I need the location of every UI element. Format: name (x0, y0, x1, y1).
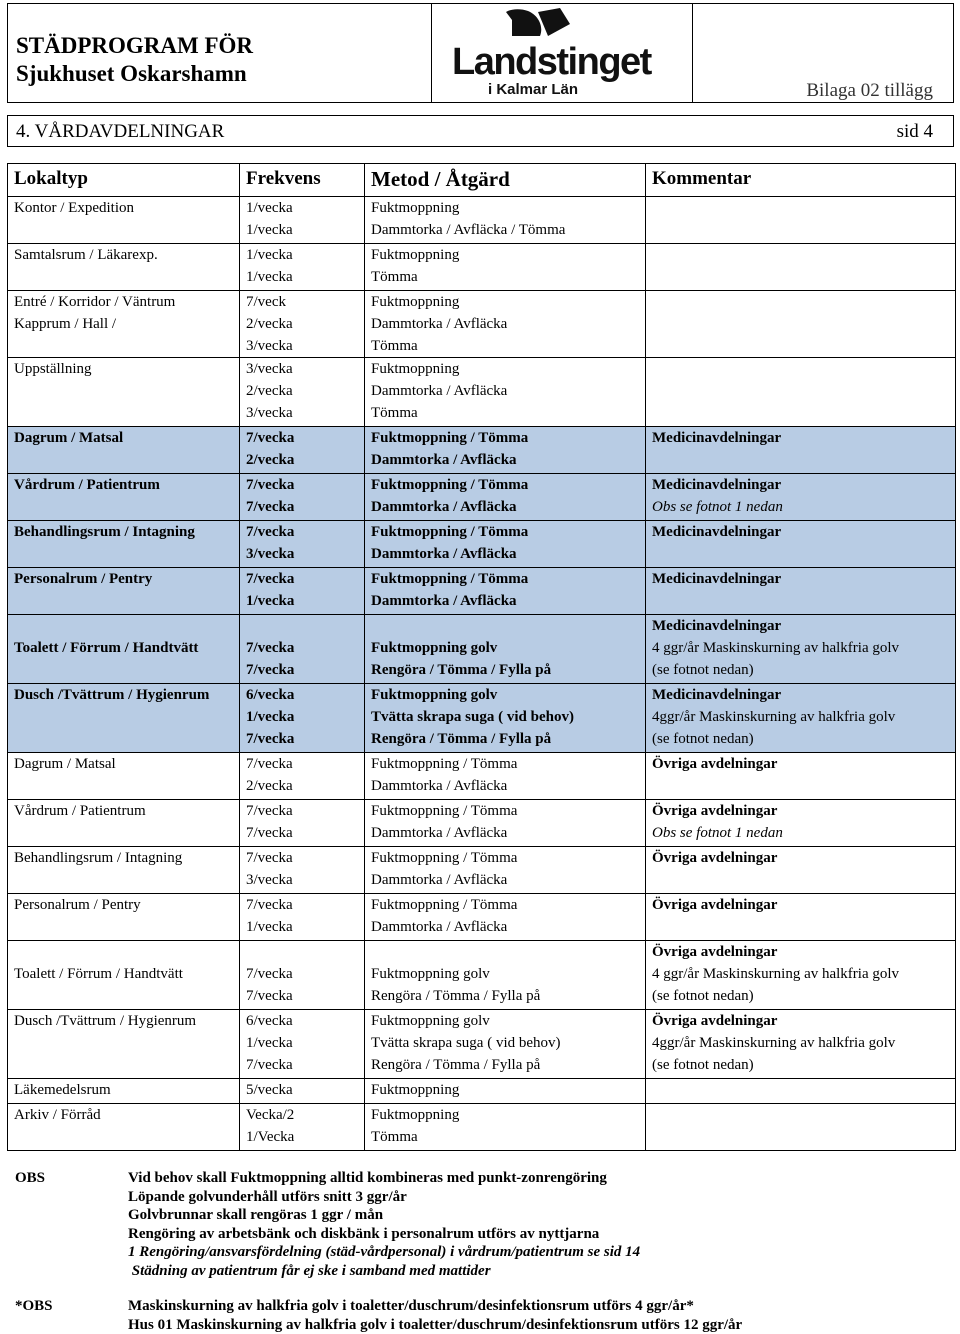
table-row (8, 291, 956, 358)
cell-met (365, 197, 646, 244)
cell-line: 5/vecka (246, 1082, 293, 1098)
cell-line: 2/vecka (246, 452, 295, 468)
obs2-label: *OBS (15, 1298, 53, 1314)
cell-lok (8, 427, 240, 474)
section-title: 4. VÅRDAVDELNINGAR (16, 121, 225, 142)
cell-met (365, 358, 646, 427)
cell-line: 7/vecka (246, 756, 293, 772)
table-row (8, 753, 956, 800)
cell-line: Dagrum / Matsal (14, 756, 116, 772)
cell-line: Fuktmoppning / Tömma (371, 571, 529, 587)
header-frekvens: Frekvens (240, 164, 365, 197)
table-row (8, 894, 956, 941)
cell-line: Kapprum / Hall / (14, 316, 117, 332)
cell-kom (646, 847, 956, 894)
cell-line: Arkiv / Förråd (14, 1107, 101, 1123)
obs2-notes (128, 1297, 742, 1334)
cell-lok (8, 474, 240, 521)
table-row (8, 615, 956, 684)
cell-frek (240, 568, 365, 615)
cell-line: 4 ggr/år Maskinskurning av halkfria golv (652, 640, 900, 656)
cell-kom (646, 800, 956, 847)
obs2-line: Maskinskurning av halkfria golv i toaletter/duschrum/desinfektionsrum utförs 4 ggr/år* (128, 1298, 694, 1314)
cell-kom (646, 568, 956, 615)
cell-line: Dusch /Tvättrum / Hygienrum (14, 1013, 197, 1029)
cell-line: Tvätta skrapa suga ( vid behov) (371, 1035, 561, 1051)
cell-met (365, 568, 646, 615)
cell-line: Dammtorka / Avfläcka (371, 546, 517, 562)
cell-kom (646, 197, 956, 244)
obs-label: OBS (15, 1170, 46, 1186)
obs-line: Golvbrunnar skall rengöras 1 ggr / mån (128, 1207, 384, 1223)
cell-line: Fuktmoppning golv (371, 640, 498, 656)
cell-line: 3/vecka (246, 338, 293, 354)
cell-met (365, 941, 646, 1010)
cell-met (365, 847, 646, 894)
table-row (8, 568, 956, 615)
cell-line: 1/vecka (246, 709, 295, 725)
cell-line: Övriga avdelningar (652, 944, 778, 960)
cell-met (365, 291, 646, 358)
cell-line: Fuktmoppning (371, 294, 460, 310)
cell-line: 6/vecka (246, 1013, 293, 1029)
cell-line: Toalett / Förrum / Handtvätt (14, 966, 183, 982)
cell-line: Fuktmoppning / Tömma (371, 430, 529, 446)
obs-line: Rengöring av arbetsbänk och diskbänk i personalrum utförs av nyttjarna (128, 1225, 600, 1242)
cell-line: 3/vecka (246, 361, 293, 377)
cell-line: Entré / Korridor / Väntrum (14, 294, 176, 310)
logo-cell (432, 4, 693, 102)
cell-line: 3/vecka (246, 405, 293, 421)
cell-line: Rengöra / Tömma / Fylla på (371, 731, 552, 747)
document-header (7, 3, 954, 103)
cell-lok (8, 894, 240, 941)
cell-line: Fuktmoppning / Tömma (371, 756, 518, 772)
cell-kom (646, 244, 956, 291)
table-header-row (8, 164, 956, 197)
cell-line (246, 941, 358, 963)
table-row (8, 197, 956, 244)
cell-line: Rengöra / Tömma / Fylla på (371, 988, 541, 1004)
cell-frek (240, 847, 365, 894)
cell-line: Dammtorka / Avfläcka (371, 872, 508, 888)
cell-lok (8, 291, 240, 358)
cell-kom (646, 615, 956, 684)
cell-lok (8, 358, 240, 427)
cell-line: Tömma (371, 405, 418, 421)
cell-line: Vårdrum / Patientrum (14, 803, 146, 819)
cell-line: Dammtorka / Avfläcka (371, 316, 508, 332)
cell-met (365, 244, 646, 291)
cell-line: 7/vecka (246, 803, 293, 819)
cell-line: Dagrum / Matsal (14, 430, 124, 446)
cell-line: 1/vecka (246, 1035, 293, 1051)
obs-notes (128, 1169, 640, 1280)
cell-line (14, 941, 233, 963)
cell-line: 7/vecka (246, 430, 295, 446)
cell-line: Vårdrum / Patientrum (14, 477, 160, 493)
cell-line: 7/vecka (246, 825, 293, 841)
cell-line: 1/vecka (246, 593, 295, 609)
cell-kom (646, 1104, 956, 1151)
cell-line: Tömma (371, 338, 418, 354)
table-row (8, 244, 956, 291)
table-row (8, 358, 956, 427)
table-row (8, 1104, 956, 1151)
cell-line (371, 615, 639, 637)
cell-line: Personalrum / Pentry (14, 897, 141, 913)
cell-kom (646, 941, 956, 1010)
cell-line: 4ggr/år Maskinskurning av halkfria golv (652, 1035, 896, 1051)
cell-lok (8, 521, 240, 568)
cell-line: Tömma (371, 1129, 418, 1145)
cell-line: Behandlingsrum / Intagning (14, 850, 183, 866)
cell-line: Medicinavdelningar (652, 571, 782, 587)
cell-line: 7/vecka (246, 477, 295, 493)
cell-line: Dammtorka / Avfläcka (371, 499, 517, 515)
cell-line: Medicinavdelningar (652, 477, 782, 493)
cell-lok (8, 800, 240, 847)
cell-kom (646, 521, 956, 568)
cell-frek (240, 615, 365, 684)
cell-line: Tömma (371, 269, 418, 285)
section-header (7, 115, 954, 147)
cell-line: Fuktmoppning / Tömma (371, 897, 518, 913)
cell-kom (646, 291, 956, 358)
cell-met (365, 521, 646, 568)
cell-lok (8, 615, 240, 684)
cell-line: (se fotnot nedan) (652, 988, 754, 1004)
cell-line: 2/vecka (246, 383, 293, 399)
cell-met (365, 474, 646, 521)
title-line-2: Sjukhuset Oskarshamn (16, 61, 247, 86)
logo-text: Landstinget (452, 41, 651, 83)
cell-line: 1/vecka (246, 222, 293, 238)
cell-line: Fuktmoppning (371, 1107, 460, 1123)
cell-line: Rengöra / Tömma / Fylla på (371, 1057, 541, 1073)
cell-line: Medicinavdelningar (652, 430, 782, 446)
cell-line: Tvätta skrapa suga ( vid behov) (371, 709, 574, 725)
cell-lok (8, 847, 240, 894)
cell-met (365, 753, 646, 800)
cell-frek (240, 427, 365, 474)
cell-lok (8, 753, 240, 800)
cell-kom (646, 358, 956, 427)
cell-line: 7/vecka (246, 524, 295, 540)
cell-lok (8, 1079, 240, 1104)
cell-kom (646, 753, 956, 800)
cell-met (365, 684, 646, 753)
cell-frek (240, 1104, 365, 1151)
cell-line: 7/vecka (246, 850, 293, 866)
cell-line: Dammtorka / Avfläcka (371, 825, 508, 841)
table-row (8, 1010, 956, 1079)
cell-line: 7/vecka (246, 640, 295, 656)
page-number: sid 4 (896, 121, 933, 142)
cell-met (365, 800, 646, 847)
cell-line: 1/vecka (246, 200, 293, 216)
cell-frek (240, 1010, 365, 1079)
cell-lok (8, 244, 240, 291)
cell-line: 7/vecka (246, 988, 293, 1004)
obs-line: Städning av patientrum får ej ske i samband med mattider (128, 1262, 491, 1279)
cell-frek (240, 1079, 365, 1104)
cell-line: 2/vecka (246, 778, 293, 794)
table-row (8, 800, 956, 847)
cell-line: 7/vecka (246, 966, 293, 982)
cell-frek (240, 358, 365, 427)
table-row (8, 427, 956, 474)
cell-line: 6/vecka (246, 687, 295, 703)
cell-kom (646, 1010, 956, 1079)
bilaga-label: Bilaga 02 tillägg (806, 80, 933, 101)
cell-frek (240, 684, 365, 753)
cell-met (365, 615, 646, 684)
cell-line: 7/vecka (246, 1057, 293, 1073)
cell-line: (se fotnot nedan) (652, 731, 754, 747)
cell-met (365, 1104, 646, 1151)
cell-line: Fuktmoppning / Tömma (371, 850, 518, 866)
cell-line: (se fotnot nedan) (652, 1057, 754, 1073)
cell-line: 4 ggr/år Maskinskurning av halkfria golv (652, 966, 900, 982)
table-row (8, 941, 956, 1010)
cell-line: Övriga avdelningar (652, 850, 778, 866)
cell-line: 2/vecka (246, 316, 293, 332)
cell-line: Toalett / Förrum / Handtvätt (14, 640, 199, 656)
cell-line (371, 941, 639, 963)
cell-line: 7/vecka (246, 571, 295, 587)
header-lokaltyp: Lokaltyp (8, 164, 240, 197)
cell-line: 7/vecka (246, 897, 293, 913)
cell-line: Medicinavdelningar (652, 524, 782, 540)
cell-line: 7/vecka (246, 662, 295, 678)
cell-line: Vecka/2 (246, 1107, 295, 1123)
cell-frek (240, 291, 365, 358)
cell-frek (240, 894, 365, 941)
cell-line: Fuktmoppning / Tömma (371, 477, 529, 493)
obs-line: 1 Rengöring/ansvarsfördelning (städ-vårdpersonal) i vårdrum/patientrum se sid 14 (128, 1244, 641, 1260)
cell-kom (646, 684, 956, 753)
cell-line: Läkemedelsrum (14, 1082, 111, 1098)
cell-line: Obs se fotnot 1 nedan (652, 825, 783, 841)
cell-met (365, 894, 646, 941)
cell-line: 1/vecka (246, 247, 293, 263)
cell-line: Rengöra / Tömma / Fylla på (371, 662, 552, 678)
table-row (8, 521, 956, 568)
cell-line: Obs se fotnot 1 nedan (652, 499, 783, 515)
obs2-line: Hus 01 Maskinskurning av halkfria golv i toaletter/duschrum/desinfektionsrum utförs 12 ggr/år (128, 1316, 743, 1333)
cell-line: Fuktmoppning (371, 247, 460, 263)
cell-frek (240, 197, 365, 244)
cell-frek (240, 941, 365, 1010)
cell-line: Behandlingsrum / Intagning (14, 524, 195, 540)
cell-kom (646, 894, 956, 941)
cell-line: (se fotnot nedan) (652, 662, 754, 678)
title-cell (8, 4, 432, 102)
cell-line: 1/vecka (246, 269, 293, 285)
cell-line: Fuktmoppning (371, 361, 460, 377)
cell-line: Uppställning (14, 361, 92, 377)
cell-line: Fuktmoppning / Tömma (371, 803, 518, 819)
cell-frek (240, 521, 365, 568)
cell-line: 3/vecka (246, 546, 295, 562)
table-row (8, 474, 956, 521)
cell-lok (8, 1104, 240, 1151)
cell-line: 7/vecka (246, 731, 295, 747)
cell-line: Fuktmoppning / Tömma (371, 524, 529, 540)
cell-lok (8, 1010, 240, 1079)
cell-line: Dammtorka / Avfläcka (371, 919, 508, 935)
cell-line: Övriga avdelningar (652, 803, 778, 819)
landstinget-logo (448, 6, 673, 98)
cell-line: Medicinavdelningar (652, 687, 782, 703)
header-metod: Metod / Åtgärd (365, 164, 646, 197)
cell-line: Övriga avdelningar (652, 756, 778, 772)
title-line-1: STÄDPROGRAM FÖR (16, 33, 254, 58)
cell-kom (646, 1079, 956, 1104)
cell-line: Fuktmoppning golv (371, 687, 498, 703)
cell-lok (8, 941, 240, 1010)
cell-frek (240, 753, 365, 800)
cell-frek (240, 244, 365, 291)
cell-line: 1/vecka (246, 919, 293, 935)
cell-line: Dusch /Tvättrum / Hygienrum (14, 687, 210, 703)
cell-line: 3/vecka (246, 872, 293, 888)
header-kommentar: Kommentar (646, 164, 956, 197)
cell-lok (8, 684, 240, 753)
cell-kom (646, 474, 956, 521)
table-row (8, 847, 956, 894)
cell-frek (240, 800, 365, 847)
cell-line: Dammtorka / Avfläcka (371, 778, 508, 794)
cell-line: Övriga avdelningar (652, 1013, 778, 1029)
table-row (8, 1079, 956, 1104)
cell-line (14, 615, 233, 637)
cell-line: Personalrum / Pentry (14, 571, 153, 587)
cell-line: Fuktmoppning (371, 1082, 460, 1098)
cell-line: 1/Vecka (246, 1129, 295, 1145)
cell-line: 7/veck (246, 294, 286, 310)
cell-met (365, 1010, 646, 1079)
cell-lok (8, 568, 240, 615)
obs-line: Vid behov skall Fuktmoppning alltid kombineras med punkt-zonrengöring (128, 1170, 607, 1186)
cell-line: 4ggr/år Maskinskurning av halkfria golv (652, 709, 896, 725)
cell-line: Kontor / Expedition (14, 200, 134, 216)
cell-line: Dammtorka / Avfläcka (371, 593, 517, 609)
cell-line: Samtalsrum / Läkarexp. (14, 247, 158, 263)
cell-met (365, 427, 646, 474)
table-row (8, 684, 956, 753)
cell-line: Dammtorka / Avfläcka / Tömma (371, 222, 566, 238)
cell-lok (8, 197, 240, 244)
cleaning-schedule-table (7, 163, 956, 1151)
cell-line: Fuktmoppning golv (371, 966, 490, 982)
logo-subtext: i Kalmar Län (488, 81, 579, 98)
cell-kom (646, 427, 956, 474)
obs-line: Löpande golvunderhåll utförs snitt 3 ggr/år (128, 1188, 407, 1205)
cell-line: Övriga avdelningar (652, 897, 778, 913)
cell-line: 7/vecka (246, 499, 295, 515)
cell-line: Dammtorka / Avfläcka (371, 383, 508, 399)
cell-line: Fuktmoppning (371, 200, 460, 216)
cell-line: Dammtorka / Avfläcka (371, 452, 517, 468)
cell-line: Fuktmoppning golv (371, 1013, 490, 1029)
cell-line: Medicinavdelningar (652, 618, 782, 634)
cell-met (365, 1079, 646, 1104)
cell-line (246, 615, 358, 637)
cell-frek (240, 474, 365, 521)
